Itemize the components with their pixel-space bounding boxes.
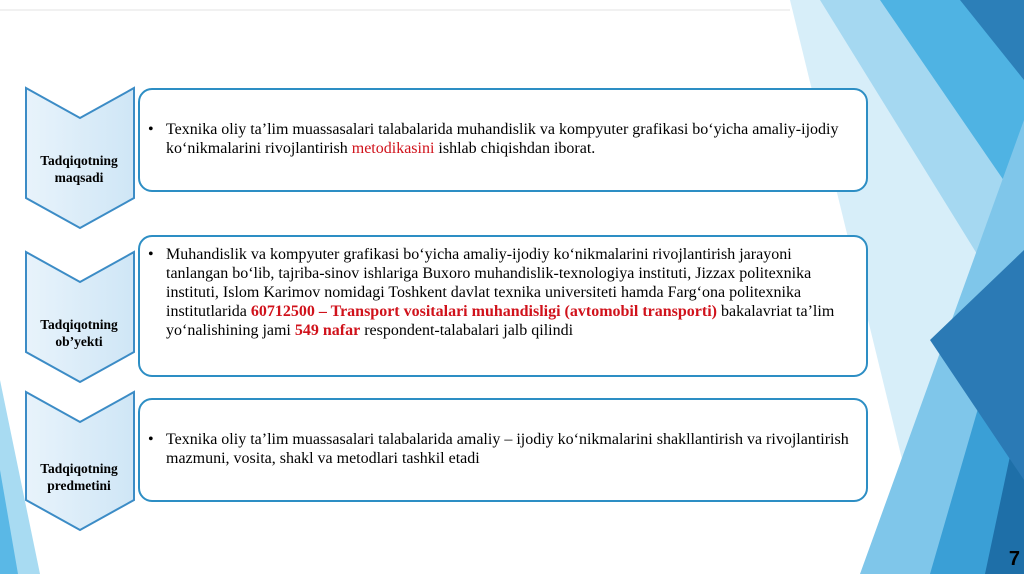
row1-text: Texnika oliy ta’lim muassasalari talabalarida muhandislik va kompyuter grafikasi bo‘yicha amaliy-ijodiy ko‘nikmalarini rivojlantirish metodikasini ishlab chiqishdan iborat.	[166, 121, 839, 157]
row3-content-box	[138, 398, 868, 502]
row2-content-box	[138, 235, 868, 377]
bullet: •	[148, 246, 154, 263]
row2-label: Tadqiqotning ob’yekti	[40, 317, 118, 349]
row2-text: Muhandislik va kompyuter grafikasi bo‘yicha amaliy-ijodiy ko‘nikmalarini rivojlantirish jarayoni tanlangan bo‘lib, tajriba-sinov ishlariga Buxoro muhandislik-texnologiya instituti, Jizzax politexnika instituti, Islom Karimov nomidagi Toshkent davlat texnika universiteti hamda Farg‘ona politexnika institutlarida 60712500 – Transport vositalari muhandisligi (avtomobil transporti) bakalavriat ta’lim yo‘nalishining jami 549 nafar respondent-talabalari jalb qilindi	[166, 246, 835, 339]
row3-label: Tadqiqotning predmetini	[40, 461, 118, 493]
bullet: •	[148, 431, 154, 448]
slide-number: 7	[1008, 548, 1020, 570]
row1-content-box	[138, 88, 868, 192]
row1-label: Tadqiqotning maqsadi	[40, 153, 118, 185]
row3-text: Texnika oliy ta’lim muassasalari talabalarida amaliy – ijodiy ko‘nikmalarini shakllantirish va rivojlantirish mazmuni, vosita, shakl va metodlari tashkil etadi	[166, 431, 849, 467]
bullet: •	[148, 121, 154, 138]
